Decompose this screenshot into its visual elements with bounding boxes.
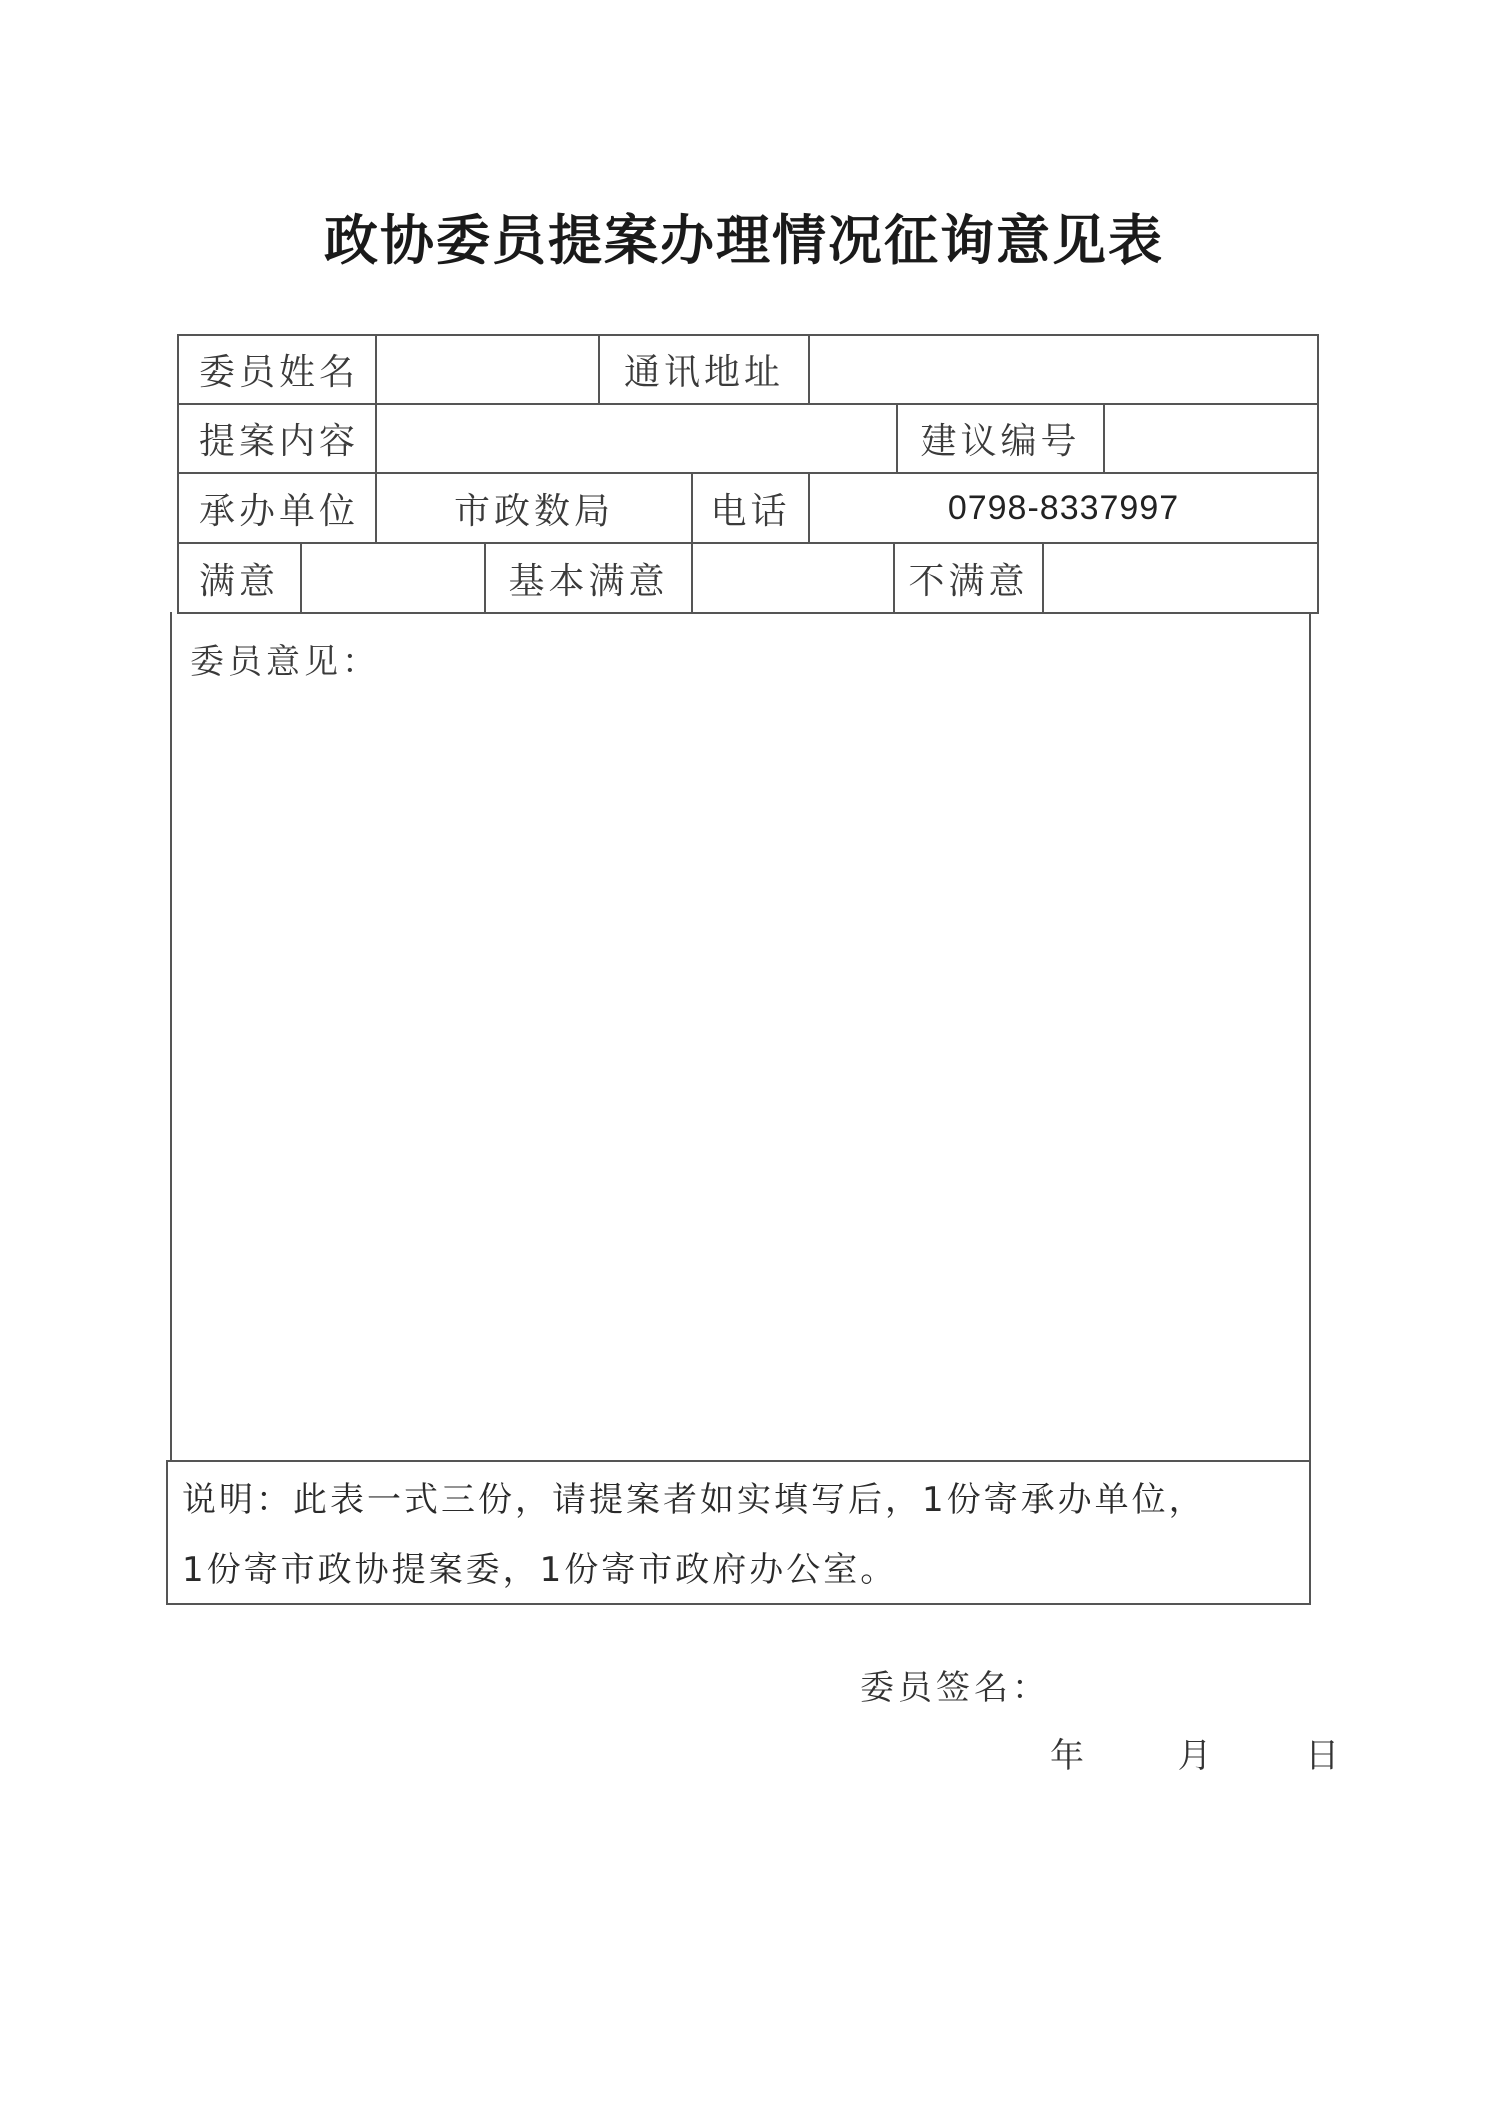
member-name-field[interactable] [377,336,598,403]
member-name-label: 委员姓名 [199,352,360,393]
member-opinion-label: 委员意见： [190,642,380,682]
member-signature-field[interactable] [1040,1655,1280,1705]
table-border-right [1309,612,1311,1462]
phone-value: 0798-8337997 [947,488,1180,527]
member-signature-label: 委员签名： [860,1668,1050,1708]
basic-satisfied-label: 基本满意 [508,560,669,602]
suggestion-number-field[interactable] [1105,405,1317,472]
address-label: 通讯地址 [623,352,784,393]
proposal-content-label: 提案内容 [199,421,360,462]
date-year: 年 [1050,1736,1088,1776]
note-line-1: 说明：此表一式三份，请提案者如实填写后，1份寄承办单位， [182,1480,1206,1520]
unsatisfied-checkbox-cell[interactable] [1044,544,1317,612]
basic-satisfied-checkbox-cell[interactable] [693,544,893,612]
date-line [1050,1728,1343,1777]
handling-unit-value: 市政数局 [453,490,614,532]
proposal-content-field[interactable] [377,405,896,472]
satisfied-checkbox-cell[interactable] [302,544,484,612]
handling-unit-label: 承办单位 [199,490,360,532]
note-line-2: 1份寄市政协提案委，1份寄市政府办公室。 [182,1550,898,1590]
suggestion-number-label: 建议编号 [920,421,1081,462]
member-opinion-field[interactable] [172,690,1308,1458]
date-month: 月 [1177,1736,1216,1776]
satisfied-label: 满意 [199,560,280,602]
address-field[interactable] [810,336,1317,403]
table-divider [177,612,1319,614]
table-divider [168,1460,1311,1462]
unsatisfied-label: 不满意 [908,560,1029,602]
date-day: 日 [1305,1736,1344,1776]
phone-label: 电话 [710,490,791,532]
table-border-right [1317,334,1319,614]
table-border-right [1309,1460,1311,1605]
table-border-left [166,1460,168,1605]
page-title: 政协委员提案办理情况征询意见表 [324,208,1164,272]
